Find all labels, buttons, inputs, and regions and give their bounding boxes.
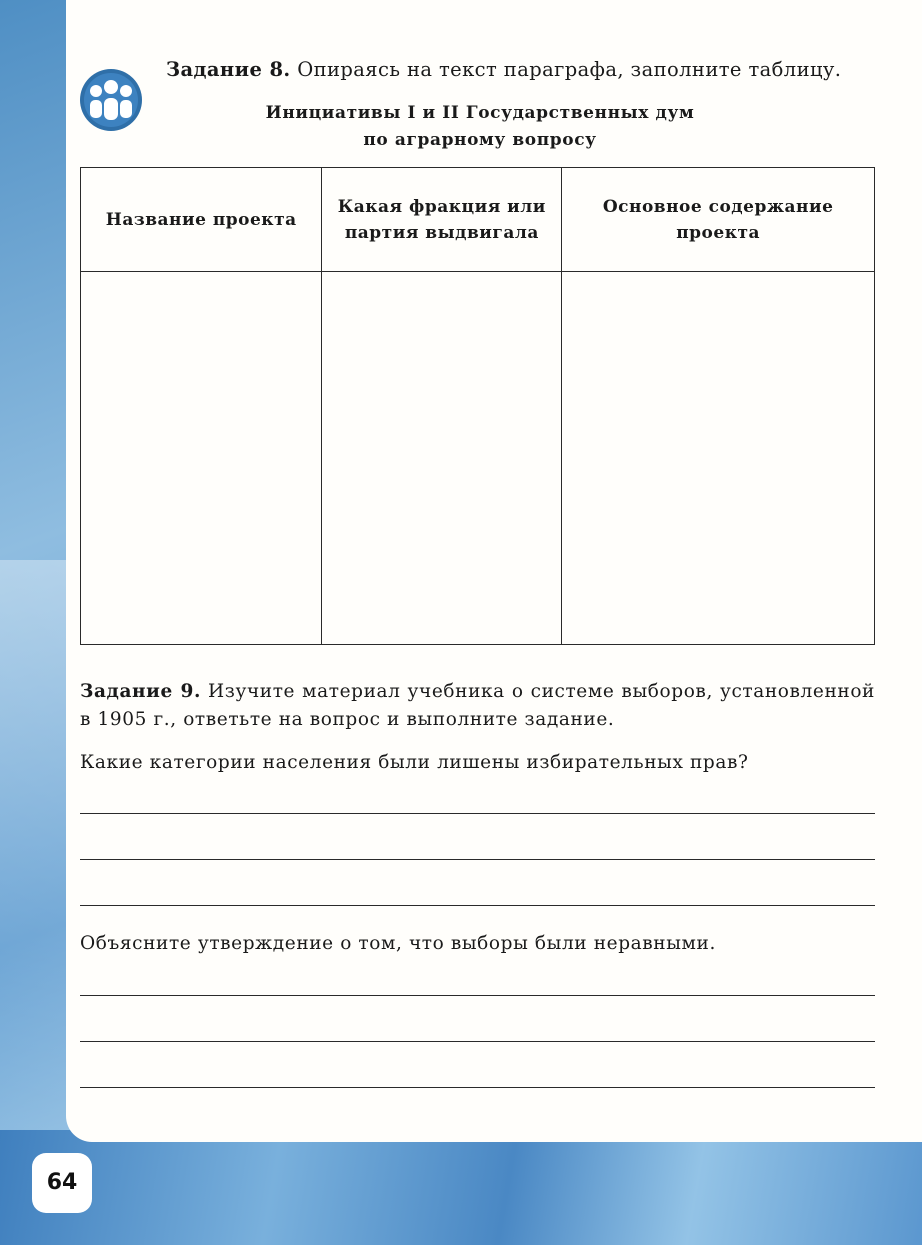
task8-label: Задание 8. [166,58,291,81]
task8-text: Опираясь на текст параграфа, заполните таблицу. [290,58,842,81]
answer-line[interactable] [80,995,875,996]
answer-line[interactable] [80,859,875,860]
answer-cell-project-name[interactable] [81,272,322,645]
answer-line[interactable] [80,813,875,814]
task9-text: Изучите материал учебника о системе выборов, установленной в 1905 г., ответьте на вопрос и выполните задание. [80,681,875,730]
question-2: Объясните утверждение о том, что выборы были неравными. [80,933,716,954]
initiatives-table [80,167,875,645]
answer-line[interactable] [80,1041,875,1042]
column-header-faction: Какая фракция или партия выдвигала [322,168,562,272]
task9-instruction [80,678,875,734]
answer-cell-faction[interactable] [322,272,562,645]
table-title [180,100,780,154]
table-title-line2: по аграрному вопросу [363,130,597,150]
task9-label: Задание 9. [80,681,201,702]
column-header-project-name: Название проекта [81,168,322,272]
group-people-icon [78,67,144,133]
answer-line[interactable] [80,1087,875,1088]
page-number: 64 [32,1153,92,1213]
task8-instruction [166,58,886,81]
column-header-content: Основное содержание проекта [562,168,875,272]
question-1: Какие категории населения были лишены избирательных прав? [80,752,749,773]
answer-cell-content[interactable] [562,272,875,645]
background-bottom [0,1130,922,1245]
answer-line[interactable] [80,905,875,906]
table-title-line1: Инициативы I и II Государственных дум [265,103,695,123]
